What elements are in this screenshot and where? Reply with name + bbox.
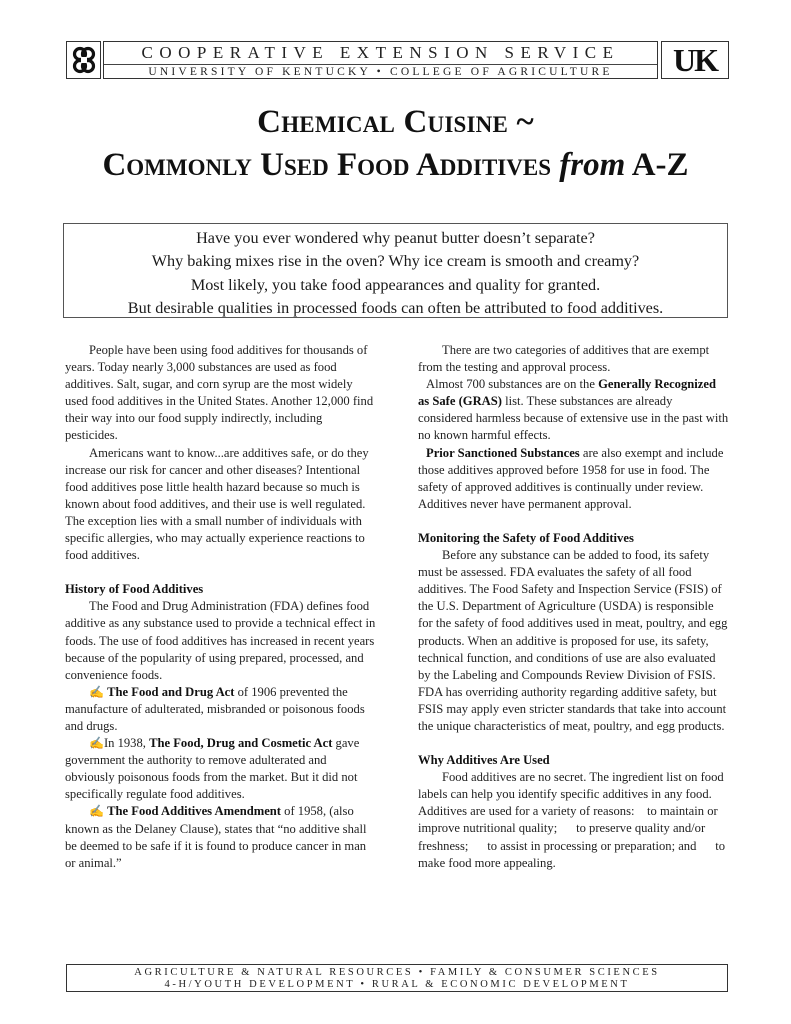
law-name: The Food, Drug and Cosmetic Act (149, 736, 333, 751)
cooperative-knot-icon (70, 45, 98, 75)
intro-line: Have you ever wondered why peanut butter doesn’t separate? (196, 229, 595, 247)
page-title-line-1: Chemical Cuisine ~ (257, 104, 534, 140)
intro-line: Most likely, you take food appearances and quality for granted. (190, 275, 601, 294)
intro-line: But desirable qualities in processed foods can often be attributed to food additives. (127, 298, 664, 317)
paragraph: The Food and Drug Administration (FDA) defines food additive as any substance used to provide a technical effect in foods. The use of food additives has increased in recent years because of the popularity of using prepared, processed, and convenience foods. (65, 599, 376, 682)
extension-logo (66, 41, 101, 79)
paragraph: People have been using food additives for thousands of years. Today nearly 3,000 substances are used as food additives. Salt, sugar, and corn syrup are the most widely used food additives in the United States. Another 12,000 find their way into our food supply indirectly, including pesticides. (65, 343, 374, 443)
uk-logo: UK (661, 41, 729, 79)
masthead (66, 41, 729, 79)
pen-writing-icon: ✍ (89, 804, 104, 819)
law-name: The Food and Drug Act (107, 684, 235, 699)
title-main: Commonly Used Food Additives (102, 147, 552, 183)
law-item: ✍In 1938, The Food, Drug and Cosmetic Act gave government the authority to remove adulterated and obviously poisonous foods from the market. But it did not specifically regulate food additives. (65, 736, 360, 802)
gras-term: Generally Recognized as Safe (GRAS) (418, 377, 716, 409)
paragraph: There are two categories of additives that are exempt from the testing and approval process. (418, 343, 710, 375)
intro-line: Why baking mixes rise in the oven? Why ice cream is smooth and creamy? (151, 252, 640, 271)
paragraph: Americans want to know...are additives safe, or do they increase our risk for cancer and other diseases? Intentional food additives pose little health hazard because so much is known about food additives, and their use is well regulated. The exception lies with a small number of individuals with specific allergies, who may actually experience reactions to food additives. (65, 445, 369, 563)
title-range: A-Z (631, 147, 689, 183)
extension-service-name: COOPERATIVE EXTENSION SERVICE (104, 42, 657, 65)
law-name: The Food Additives Amendment (107, 804, 281, 819)
gras-paragraph: Almost 700 substances are on the Generally Recognized as Safe (GRAS) list. These substances are already considered harmless because of extensive use in the past with no known harmful effects. (418, 377, 729, 443)
program-areas-footer (66, 964, 728, 992)
paragraph: Before any substance can be added to food, its safety must be assessed. FDA evaluates the safety of all food additives. The Food Safety and Inspection Service (FSIS) of the U.S. Department of Agriculture (USDA) is responsible for the safety of food additives used in meat, poultry, and egg products. When an additive is proposed for use, its safety, technical function, and conditions of use are also evaluated by the Labeling and Compounds Review Division of FSIS. FDA has overriding authority regarding additive safety, but FSIS may apply even stricter standards that take into account the unique characteristics of meat, poultry, and egg products. (418, 548, 728, 733)
page-title-line-2 (0, 147, 791, 184)
paragraph: Food additives are no secret. The ingredient list on food labels can help you identify specific additives in any food. Additives are used for a variety of reasons: to maintain or improve nutritional quality; to preserve quality and/or freshness; to assist in processing or preparation; and to make food more appealing. (418, 770, 729, 870)
footer-line-1: AGRICULTURE & NATURAL RESOURCES • FAMILY & CONSUMER SCIENCES (134, 967, 660, 978)
title-from: from (559, 147, 626, 183)
footer-line-2: 4-H/YOUTH DEVELOPMENT • RURAL & ECONOMIC DEVELOPMENT (164, 978, 630, 990)
law-item (65, 684, 377, 735)
intro-box (63, 223, 728, 318)
law-description: gave government the authority to remove adulterated and obviously poisonous foods from the market. But it did not specifically regulate food additives. (65, 736, 360, 802)
law-description: of 1958, (also known as the Delaney Clause), states that “no additive shall be deemed to be safe if it is found to produce cancer in man or animal.” (65, 804, 367, 870)
prior-sanctioned-term: Prior Sanctioned Substances (426, 445, 580, 460)
left-column (65, 342, 377, 872)
pen-writing-icon: ✍ (89, 736, 104, 751)
section-heading-monitoring: Monitoring the Safety of Food Additives (418, 530, 634, 545)
section-heading-history: History of Food Additives (65, 582, 204, 597)
law-item (65, 803, 377, 871)
right-column (418, 342, 730, 872)
prior-sanctioned-paragraph: Prior Sanctioned Substances are also exempt and include those additives approved before 1958 for use in food. The safety of approved additives is continually under review. Additives never have permanent approval. (418, 445, 724, 511)
section-heading-why: Why Additives Are Used (418, 753, 550, 768)
law-description: of 1906 prevented the manufacture of adulterated, misbranded or poisonous foods and drugs. (65, 684, 365, 733)
university-college-name: UNIVERSITY OF KENTUCKY • COLLEGE OF AGRICULTURE (148, 65, 613, 78)
extension-service-banner (103, 41, 658, 79)
pen-writing-icon: ✍ (89, 684, 104, 699)
